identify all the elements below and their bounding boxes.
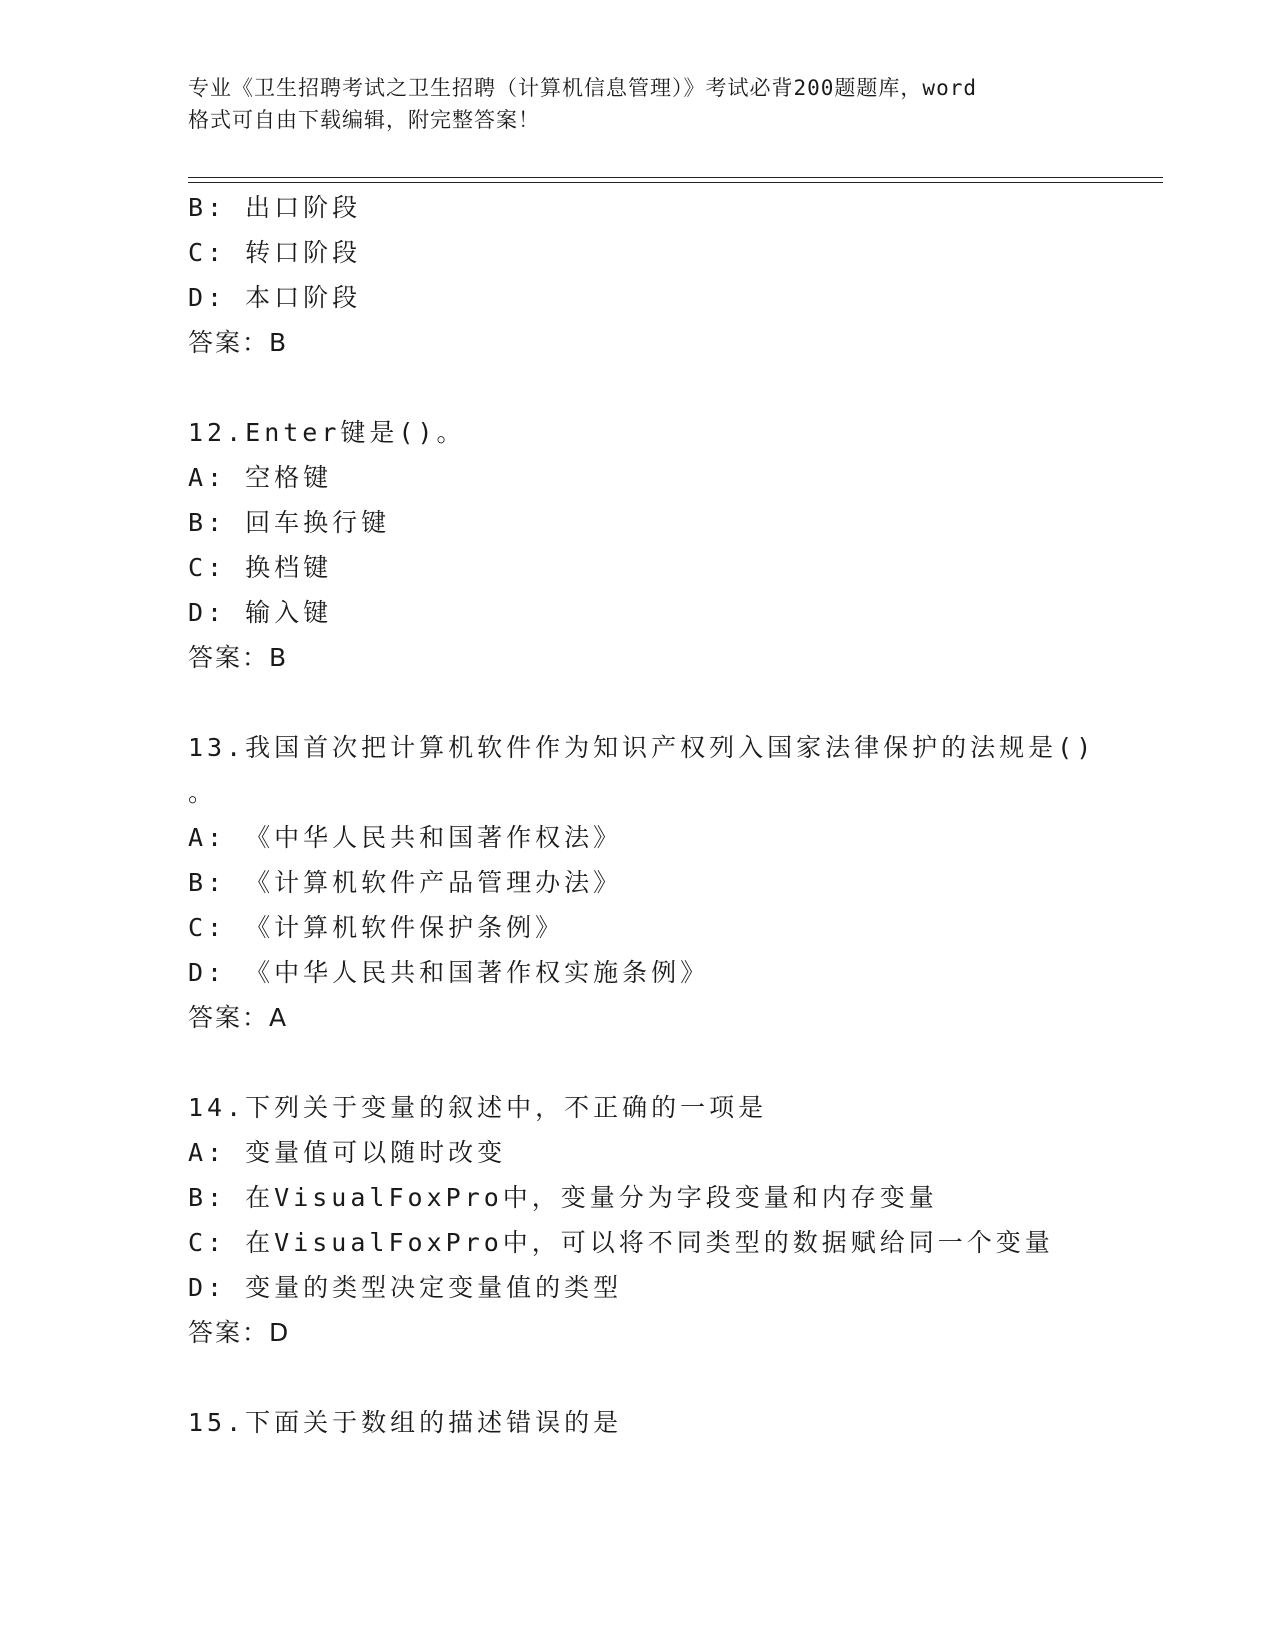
- q12-question: 12.Enter键是()。: [188, 418, 466, 447]
- q14-option-a: A: 变量值可以随时改变: [188, 1138, 507, 1167]
- header-divider-bottom: [188, 182, 1163, 183]
- q12-option-a: A: 空格键: [188, 463, 333, 492]
- q13-question-line-2: 。: [188, 778, 218, 807]
- q12-answer: 答案：B: [188, 643, 289, 672]
- q14-option-b: B: 在VisualFoxPro中，变量分为字段变量和内存变量: [188, 1183, 938, 1212]
- q13-question-line-1: 13.我国首次把计算机软件作为知识产权列入国家法律保护的法规是(): [188, 733, 1096, 762]
- q13-option-b: B: 《计算机软件产品管理办法》: [188, 868, 623, 897]
- q13-option-d: D: 《中华人民共和国著作权实施条例》: [188, 958, 710, 987]
- q14-option-c: C: 在VisualFoxPro中，可以将不同类型的数据赋给同一个变量: [188, 1228, 1054, 1257]
- q12-option-d: D: 输入键: [188, 598, 333, 627]
- document-header: [188, 72, 1088, 136]
- header-divider-top: [188, 177, 1163, 178]
- q13-answer: 答案：A: [188, 1003, 289, 1032]
- q12-option-c: C: 换档键: [188, 553, 333, 582]
- q12-option-b: B: 回车换行键: [188, 508, 391, 537]
- q14-question: 14.下列关于变量的叙述中，不正确的一项是: [188, 1093, 768, 1122]
- q11-option-c: C: 转口阶段: [188, 238, 362, 267]
- q14-option-d: D: 变量的类型决定变量值的类型: [188, 1273, 623, 1302]
- q11-answer: 答案：B: [188, 328, 289, 357]
- q13-option-a: A: 《中华人民共和国著作权法》: [188, 823, 623, 852]
- q14-answer: 答案：D: [188, 1318, 291, 1347]
- q11-option-b: B: 出口阶段: [188, 193, 362, 222]
- q15-question: 15.下面关于数组的描述错误的是: [188, 1408, 623, 1437]
- header-line-2: 格式可自由下载编辑，附完整答案！: [188, 108, 540, 132]
- header-line-1: 专业《卫生招聘考试之卫生招聘（计算机信息管理）》考试必背200题题库，word: [188, 76, 977, 100]
- q13-option-c: C: 《计算机软件保护条例》: [188, 913, 565, 942]
- q11-option-d: D: 本口阶段: [188, 283, 362, 312]
